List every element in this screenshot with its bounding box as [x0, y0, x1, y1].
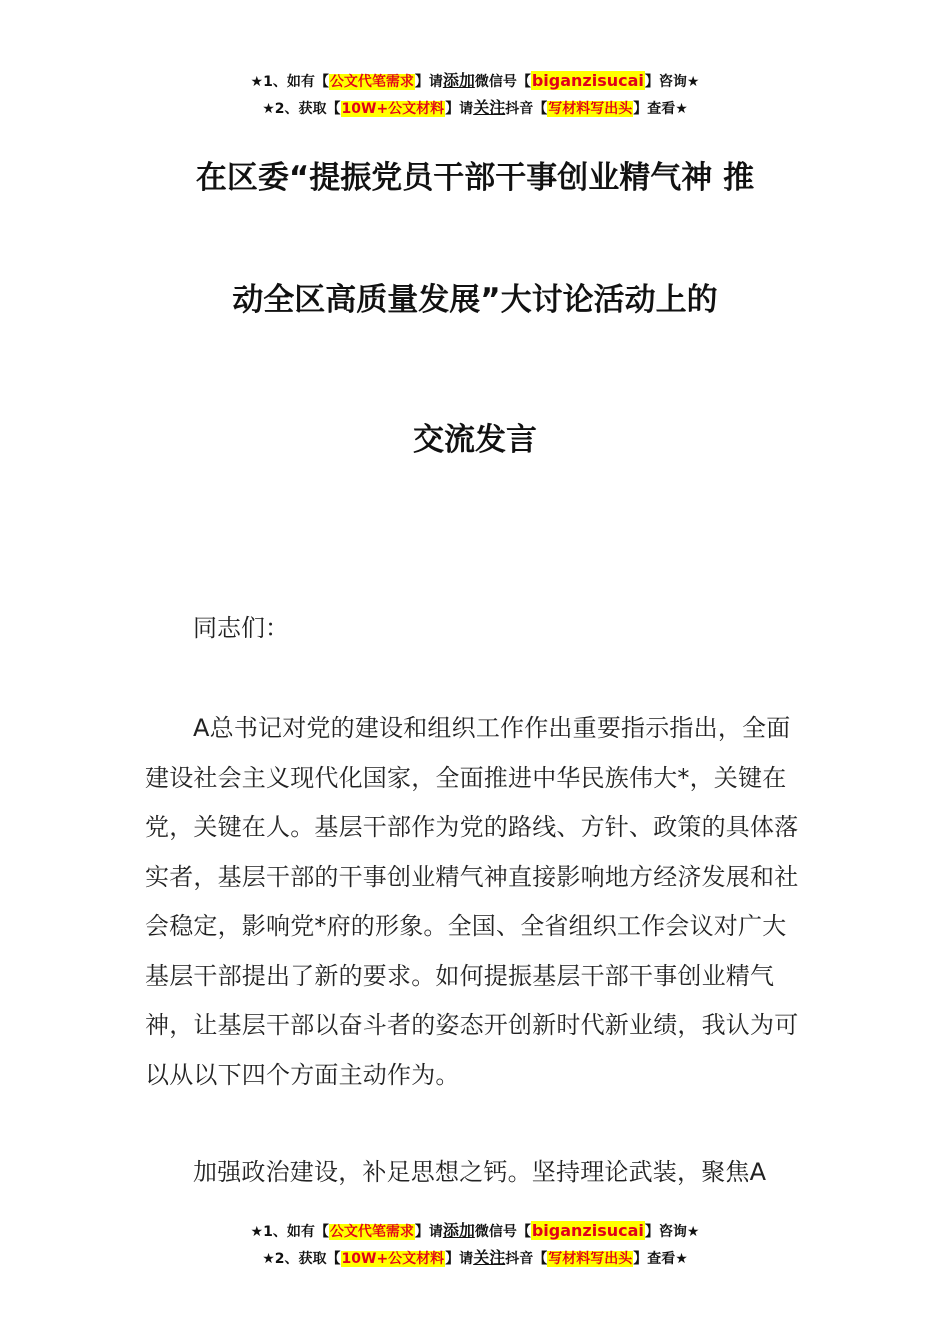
banner-line-2: [0, 95, 950, 122]
douyin-name: 写材料写出头: [548, 101, 633, 117]
banner-text: 】请: [445, 1251, 474, 1267]
banner-text: 】咨询★: [644, 1224, 700, 1240]
banner-text: 】咨询★: [644, 74, 700, 90]
banner-text: 】查看★: [633, 101, 688, 117]
document-title-line-1: 在区委“提振党员干部干事创业精气神 推: [195, 160, 755, 196]
banner-line-1: [0, 1218, 950, 1245]
douyin-name: 写材料写出头: [548, 1251, 633, 1267]
wechat-id: biganzisucai: [531, 1221, 644, 1240]
underlined-text: 添加: [442, 1221, 475, 1240]
paragraph-2: 加强政治建设，补足思想之钙。坚持理论武装，聚焦A: [193, 1158, 767, 1186]
banner-text: 抖音【: [505, 101, 548, 117]
document-title-line-3: 交流发言: [413, 422, 537, 458]
underlined-text: 关注: [473, 98, 506, 117]
highlight-text: 公文代笔需求: [329, 74, 414, 90]
banner-line-1: [0, 68, 950, 95]
banner-text: 微信号【: [474, 74, 531, 90]
banner-text: ★1、如有【: [250, 1224, 329, 1240]
banner-text: 微信号【: [474, 1224, 531, 1240]
underlined-text: 关注: [473, 1248, 506, 1267]
highlight-text: 10W+公文材料: [341, 101, 445, 117]
footer-banner: [0, 1218, 950, 1272]
banner-text: 】请: [445, 101, 474, 117]
header-banner: [0, 68, 950, 122]
banner-text: 】请: [414, 1224, 443, 1240]
document-title-line-2: 动全区高质量发展”大讨论活动上的: [232, 282, 718, 318]
highlight-text: 公文代笔需求: [329, 1224, 414, 1240]
banner-line-2: [0, 1245, 950, 1272]
banner-text: ★2、获取【: [262, 1251, 341, 1267]
underlined-text: 添加: [442, 71, 475, 90]
banner-text: ★2、获取【: [262, 101, 341, 117]
wechat-id: biganzisucai: [531, 71, 644, 90]
banner-text: 】请: [414, 74, 443, 90]
banner-text: ★1、如有【: [250, 74, 329, 90]
banner-text: 】查看★: [633, 1251, 688, 1267]
salutation: 同志们：: [193, 614, 289, 642]
paragraph-1: A总书记对党的建设和组织工作作出重要指示指出，全面建设社会主义现代化国家，全面推进中华民族伟大*，关键在党，关键在人。基层干部作为党的路线、方针、政策的具体落实者，基层干部的干事创业精气神直接影响地方经济发展和社会稳定，影响党*府的形象。全国、全省组织工作会议对广大基层干部提出了新的要求。如何提振基层干部干事创业精气神，让基层干部以奋斗者的姿态开创新时代新业绩，我认为可以从以下四个方面主动作为。: [145, 714, 799, 1089]
highlight-text: 10W+公文材料: [341, 1251, 445, 1267]
banner-text: 抖音【: [505, 1251, 548, 1267]
